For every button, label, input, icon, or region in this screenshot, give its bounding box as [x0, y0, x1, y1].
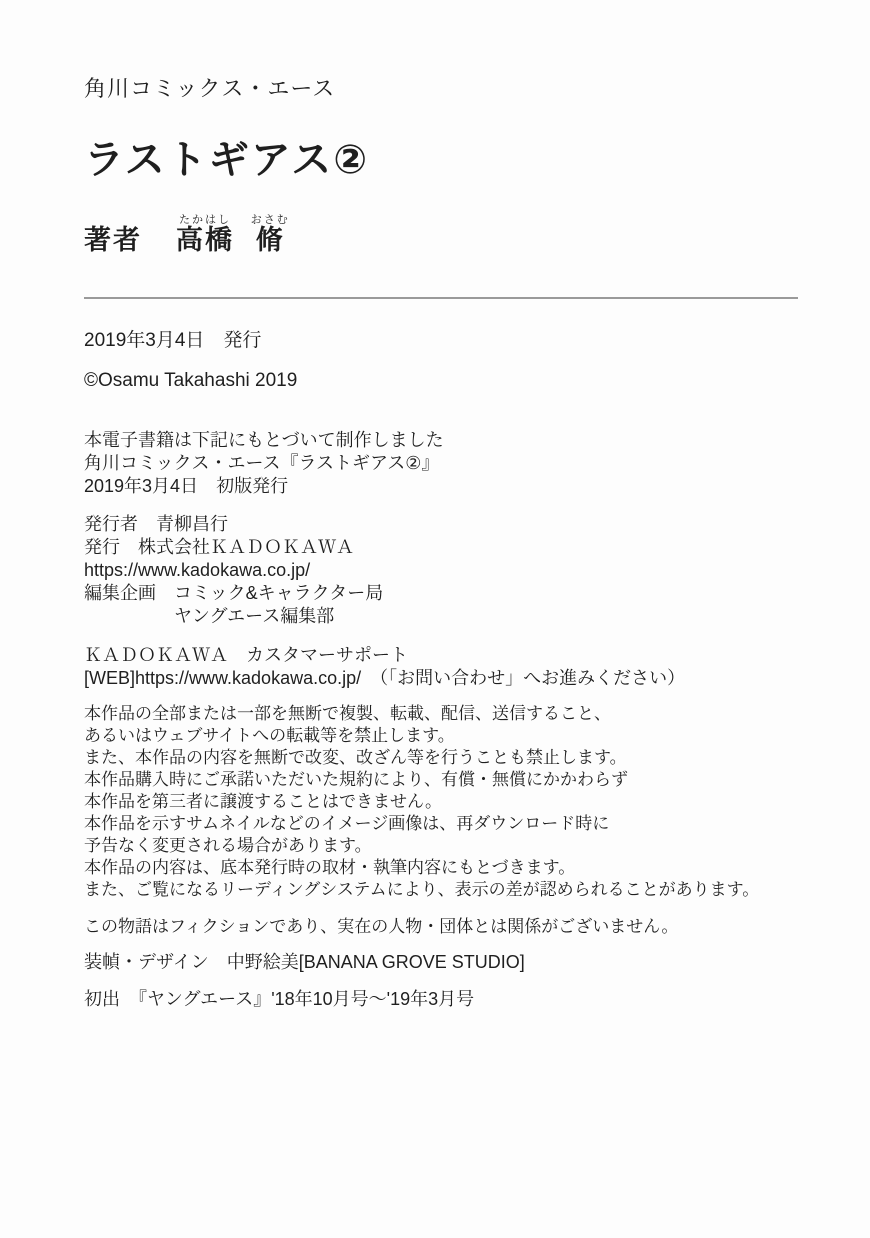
source-note-line: 本電子書籍は下記にもとづいて制作しました — [84, 430, 444, 450]
section-divider — [84, 297, 798, 299]
design-credit-line: 装幀・デザイン 中野絵美[BANANA GROVE STUDIO] — [84, 952, 525, 972]
author-line — [84, 214, 798, 257]
legal-line: 本作品購入時にご承諾いただいた規約により、有償・無償にかかわらず — [84, 770, 628, 789]
source-note-line: 角川コミックス・エース『ラストギアス②』 — [84, 453, 440, 473]
legal-line: 本作品を示すサムネイルなどのイメージ画像は、再ダウンロード時に — [84, 814, 610, 833]
author-surname — [176, 214, 234, 255]
legal-line: 本作品の全部または一部を無断で複製、転載、配信、送信すること、 — [84, 704, 611, 723]
legal-line: また、ご覧になるリーディングシステムにより、表示の差が認められることがあります。 — [84, 880, 760, 899]
imprint-label: 角川コミックス・エース — [84, 76, 336, 101]
legal-line: 予告なく変更される場合があります。 — [84, 836, 372, 855]
copyright-line: ©Osamu Takahashi 2019 — [84, 370, 298, 391]
legal-notice-block — [84, 703, 798, 901]
author-given-furigana: おさむ — [250, 214, 290, 226]
author-given-text: 脩 — [250, 225, 290, 255]
publisher-person-line: 発行者 青柳昌行 — [84, 514, 228, 534]
author-surname-text: 高橋 — [176, 225, 234, 255]
customer-support-title: ＫＡＤＯＫＡＷＡ カスタマーサポート — [84, 645, 408, 665]
author-surname-furigana: たかはし — [176, 214, 234, 226]
customer-support-block — [84, 644, 798, 690]
customer-support-web-line: [WEB]https://www.kadokawa.co.jp/ （「お問い合わせ」へお進みください） — [84, 668, 686, 688]
legal-line: 本作品を第三者に譲渡することはできません。 — [84, 792, 443, 811]
first-publication-line: 初出 『ヤングエース』'18年10月号～'19年3月号 — [84, 989, 475, 1009]
author-name — [176, 214, 290, 257]
publisher-url: https://www.kadokawa.co.jp/ — [84, 560, 311, 580]
source-note-line: 2019年3月4日 初版発行 — [84, 476, 289, 496]
editorial-planning-line: 編集企画 コミック&キャラクター局 — [84, 583, 384, 603]
fiction-disclaimer: この物語はフィクションであり、実在の人物・団体とは関係がございません。 — [84, 917, 679, 936]
editorial-department-line: ヤングエース編集部 — [174, 606, 335, 626]
author-given-name — [250, 214, 290, 255]
legal-line: また、本作品の内容を無断で改変、改ざん等を行うことも禁止します。 — [84, 748, 627, 767]
publisher-company-line: 発行 株式会社ＫＡＤＯＫＡＷＡ — [84, 537, 354, 557]
legal-line: あるいはウェブサイトへの転載等を禁止します。 — [84, 726, 455, 745]
book-title: ラストギアス② — [84, 138, 370, 182]
source-note-block — [84, 429, 798, 498]
author-role-label: 著者 — [84, 225, 142, 255]
publisher-block — [84, 513, 798, 628]
publication-date-line: 2019年3月4日 発行 — [84, 330, 262, 351]
legal-line: 本作品の内容は、底本発行時の取材・執筆内容にもとづきます。 — [84, 858, 576, 877]
